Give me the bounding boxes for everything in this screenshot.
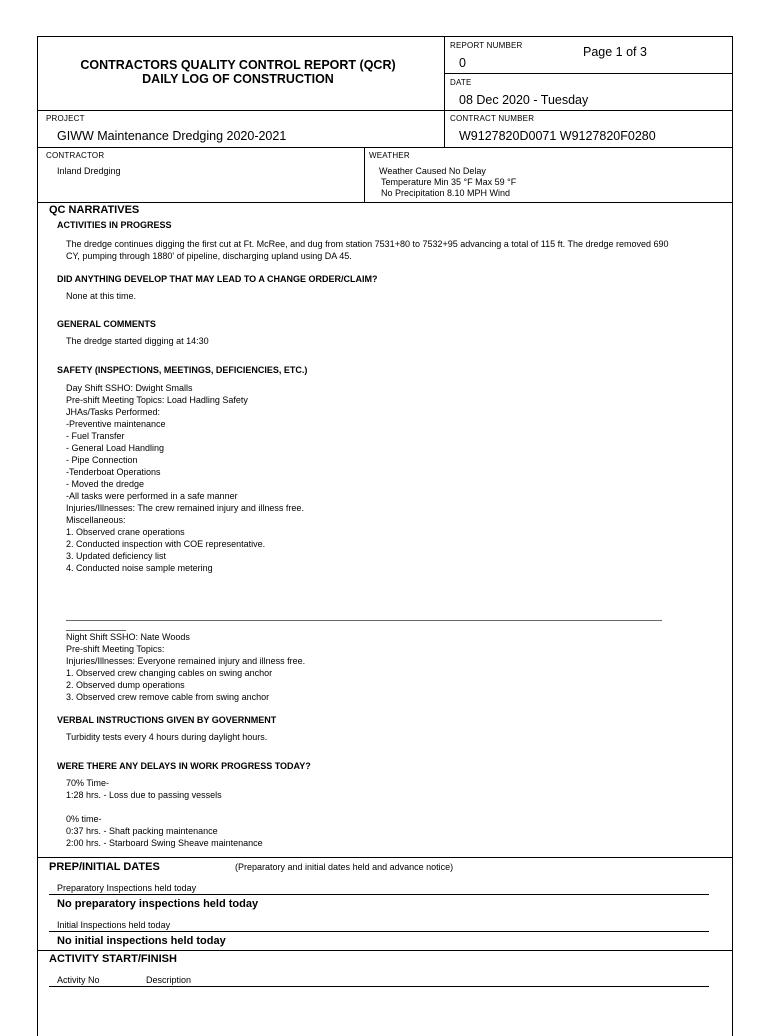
initial-label-rule xyxy=(49,931,709,932)
activity-start-finish-title: ACTIVITY START/FINISH xyxy=(49,953,177,965)
prep-initial-note: (Preparatory and initial dates held and advance notice) xyxy=(235,862,454,872)
contractor-value: Inland Dredging xyxy=(57,166,121,176)
safety-line: JHAs/Tasks Performed: xyxy=(66,407,161,417)
report-title-line1: CONTRACTORS QUALITY CONTROL REPORT (QCR) xyxy=(80,58,396,72)
divider-qc xyxy=(37,202,733,203)
night-line: Night Shift SSHO: Nate Woods xyxy=(66,632,190,642)
page-indicator: Page 1 of 3 xyxy=(583,45,647,59)
date-value: 08 Dec 2020 - Tuesday xyxy=(459,93,589,107)
delays-heading: WERE THERE ANY DELAYS IN WORK PROGRESS TODAY? xyxy=(57,761,311,771)
activity-col-number: Activity No xyxy=(57,975,100,985)
divider-report-number xyxy=(444,73,733,74)
safety-line: - Moved the dredge xyxy=(66,479,145,489)
safety-line: Pre-shift Meeting Topics: Load Hadling Safety xyxy=(66,395,248,405)
weather-line-1: Weather Caused No Delay xyxy=(379,166,486,176)
report-title-line2: DAILY LOG OF CONSTRUCTION xyxy=(142,72,334,86)
night-line: Pre-shift Meeting Topics: xyxy=(66,644,165,654)
project-label: PROJECT xyxy=(46,114,85,123)
qc-narratives-title: QC NARRATIVES xyxy=(49,204,140,216)
project-value: GIWW Maintenance Dredging 2020-2021 xyxy=(57,129,287,143)
report-number-value: 0 xyxy=(459,56,466,70)
general-comments-text: The dredge started digging at 14:30 xyxy=(66,336,209,346)
initial-inspections-label: Initial Inspections held today xyxy=(57,920,171,930)
safety-line: 3. Updated deficiency list xyxy=(66,551,167,561)
safety-line: - Pipe Connection xyxy=(66,455,138,465)
weather-line-3: No Precipitation 8.10 MPH Wind xyxy=(381,188,511,198)
delays-group-1 xyxy=(66,777,222,801)
safety-line: 1. Observed crane operations xyxy=(66,527,185,537)
night-shift-list xyxy=(66,631,305,703)
safety-line: -Tenderboat Operations xyxy=(66,467,161,477)
divider-project xyxy=(37,147,733,148)
divider-prep xyxy=(37,857,733,858)
night-line: Injuries/Illnesses: Everyone remained injury and illness free. xyxy=(66,656,306,666)
activities-text: The dredge continues digging the first cut at Ft. McRee, and dug from station 7531+80 to 7532+95 advancing a total of 115 ft. The dredge removed 690 CY, pumping through 1880' of pipeline, discharging upland using DA 45. xyxy=(66,239,669,261)
verbal-instructions-text: Turbidity tests every 4 hours during daylight hours. xyxy=(66,732,268,742)
prep-inspections-label: Preparatory Inspections held today xyxy=(57,883,197,893)
report-number-label: REPORT NUMBER xyxy=(450,41,523,50)
divider-activity xyxy=(37,950,733,951)
contractor-weather-divider xyxy=(364,147,365,202)
delays-group-2 xyxy=(66,813,263,849)
prep-label-rule xyxy=(49,894,709,895)
initial-inspections-value: No initial inspections held today xyxy=(57,935,226,947)
delay-line: 0:37 hrs. - Shaft packing maintenance xyxy=(66,826,218,836)
night-line: 1. Observed crew changing cables on swing anchor xyxy=(66,668,273,678)
date-label: DATE xyxy=(450,78,472,87)
weather-label: WEATHER xyxy=(369,151,410,160)
night-line: 3. Observed crew remove cable from swing anchor xyxy=(66,692,270,702)
header-divider-vertical xyxy=(444,36,445,148)
activity-header-rule xyxy=(49,986,709,987)
safety-line: -Preventive maintenance xyxy=(66,419,166,429)
weather-line-2: Temperature Min 35 °F Max 59 °F xyxy=(381,177,517,187)
divider-date xyxy=(37,110,733,111)
delay-line: 1:28 hrs. - Loss due to passing vessels xyxy=(66,790,222,800)
shift-separator-rule xyxy=(66,620,662,621)
activities-heading: ACTIVITIES IN PROGRESS xyxy=(57,220,172,230)
safety-line: 2. Conducted inspection with COE representative. xyxy=(66,539,266,549)
contract-number-label: CONTRACT NUMBER xyxy=(450,114,535,123)
safety-line: - General Load Handling xyxy=(66,443,165,453)
safety-line: Day Shift SSHO: Dwight Smalls xyxy=(66,383,193,393)
safety-line: Miscellaneous: xyxy=(66,515,126,525)
safety-line: - Fuel Transfer xyxy=(66,431,125,441)
change-order-heading: DID ANYTHING DEVELOP THAT MAY LEAD TO A CHANGE ORDER/CLAIM? xyxy=(57,274,378,284)
activity-col-description: Description xyxy=(146,975,192,985)
safety-line: 4. Conducted noise sample metering xyxy=(66,563,213,573)
prep-initial-title: PREP/INITIAL DATES xyxy=(49,861,160,873)
safety-line: -All tasks were performed in a safe manner xyxy=(66,491,238,501)
prep-inspections-value: No preparatory inspections held today xyxy=(57,898,259,910)
general-comments-heading: GENERAL COMMENTS xyxy=(57,319,156,329)
delay-line: 70% Time- xyxy=(66,778,110,788)
contractor-label: CONTRACTOR xyxy=(46,151,105,160)
change-order-text: None at this time. xyxy=(66,291,137,301)
safety-heading: SAFETY (INSPECTIONS, MEETINGS, DEFICIENCIES, ETC.) xyxy=(57,365,308,375)
delay-line: 0% time- xyxy=(66,814,102,824)
delay-line: 2:00 hrs. - Starboard Swing Sheave maintenance xyxy=(66,838,263,848)
contract-number-value: W9127820D0071 W9127820F0280 xyxy=(459,129,656,143)
night-line: 2. Observed dump operations xyxy=(66,680,185,690)
safety-line: Injuries/Illnesses: The crew remained injury and illness free. xyxy=(66,503,304,513)
verbal-instructions-heading: VERBAL INSTRUCTIONS GIVEN BY GOVERNMENT xyxy=(57,715,277,725)
safety-list xyxy=(66,382,304,574)
